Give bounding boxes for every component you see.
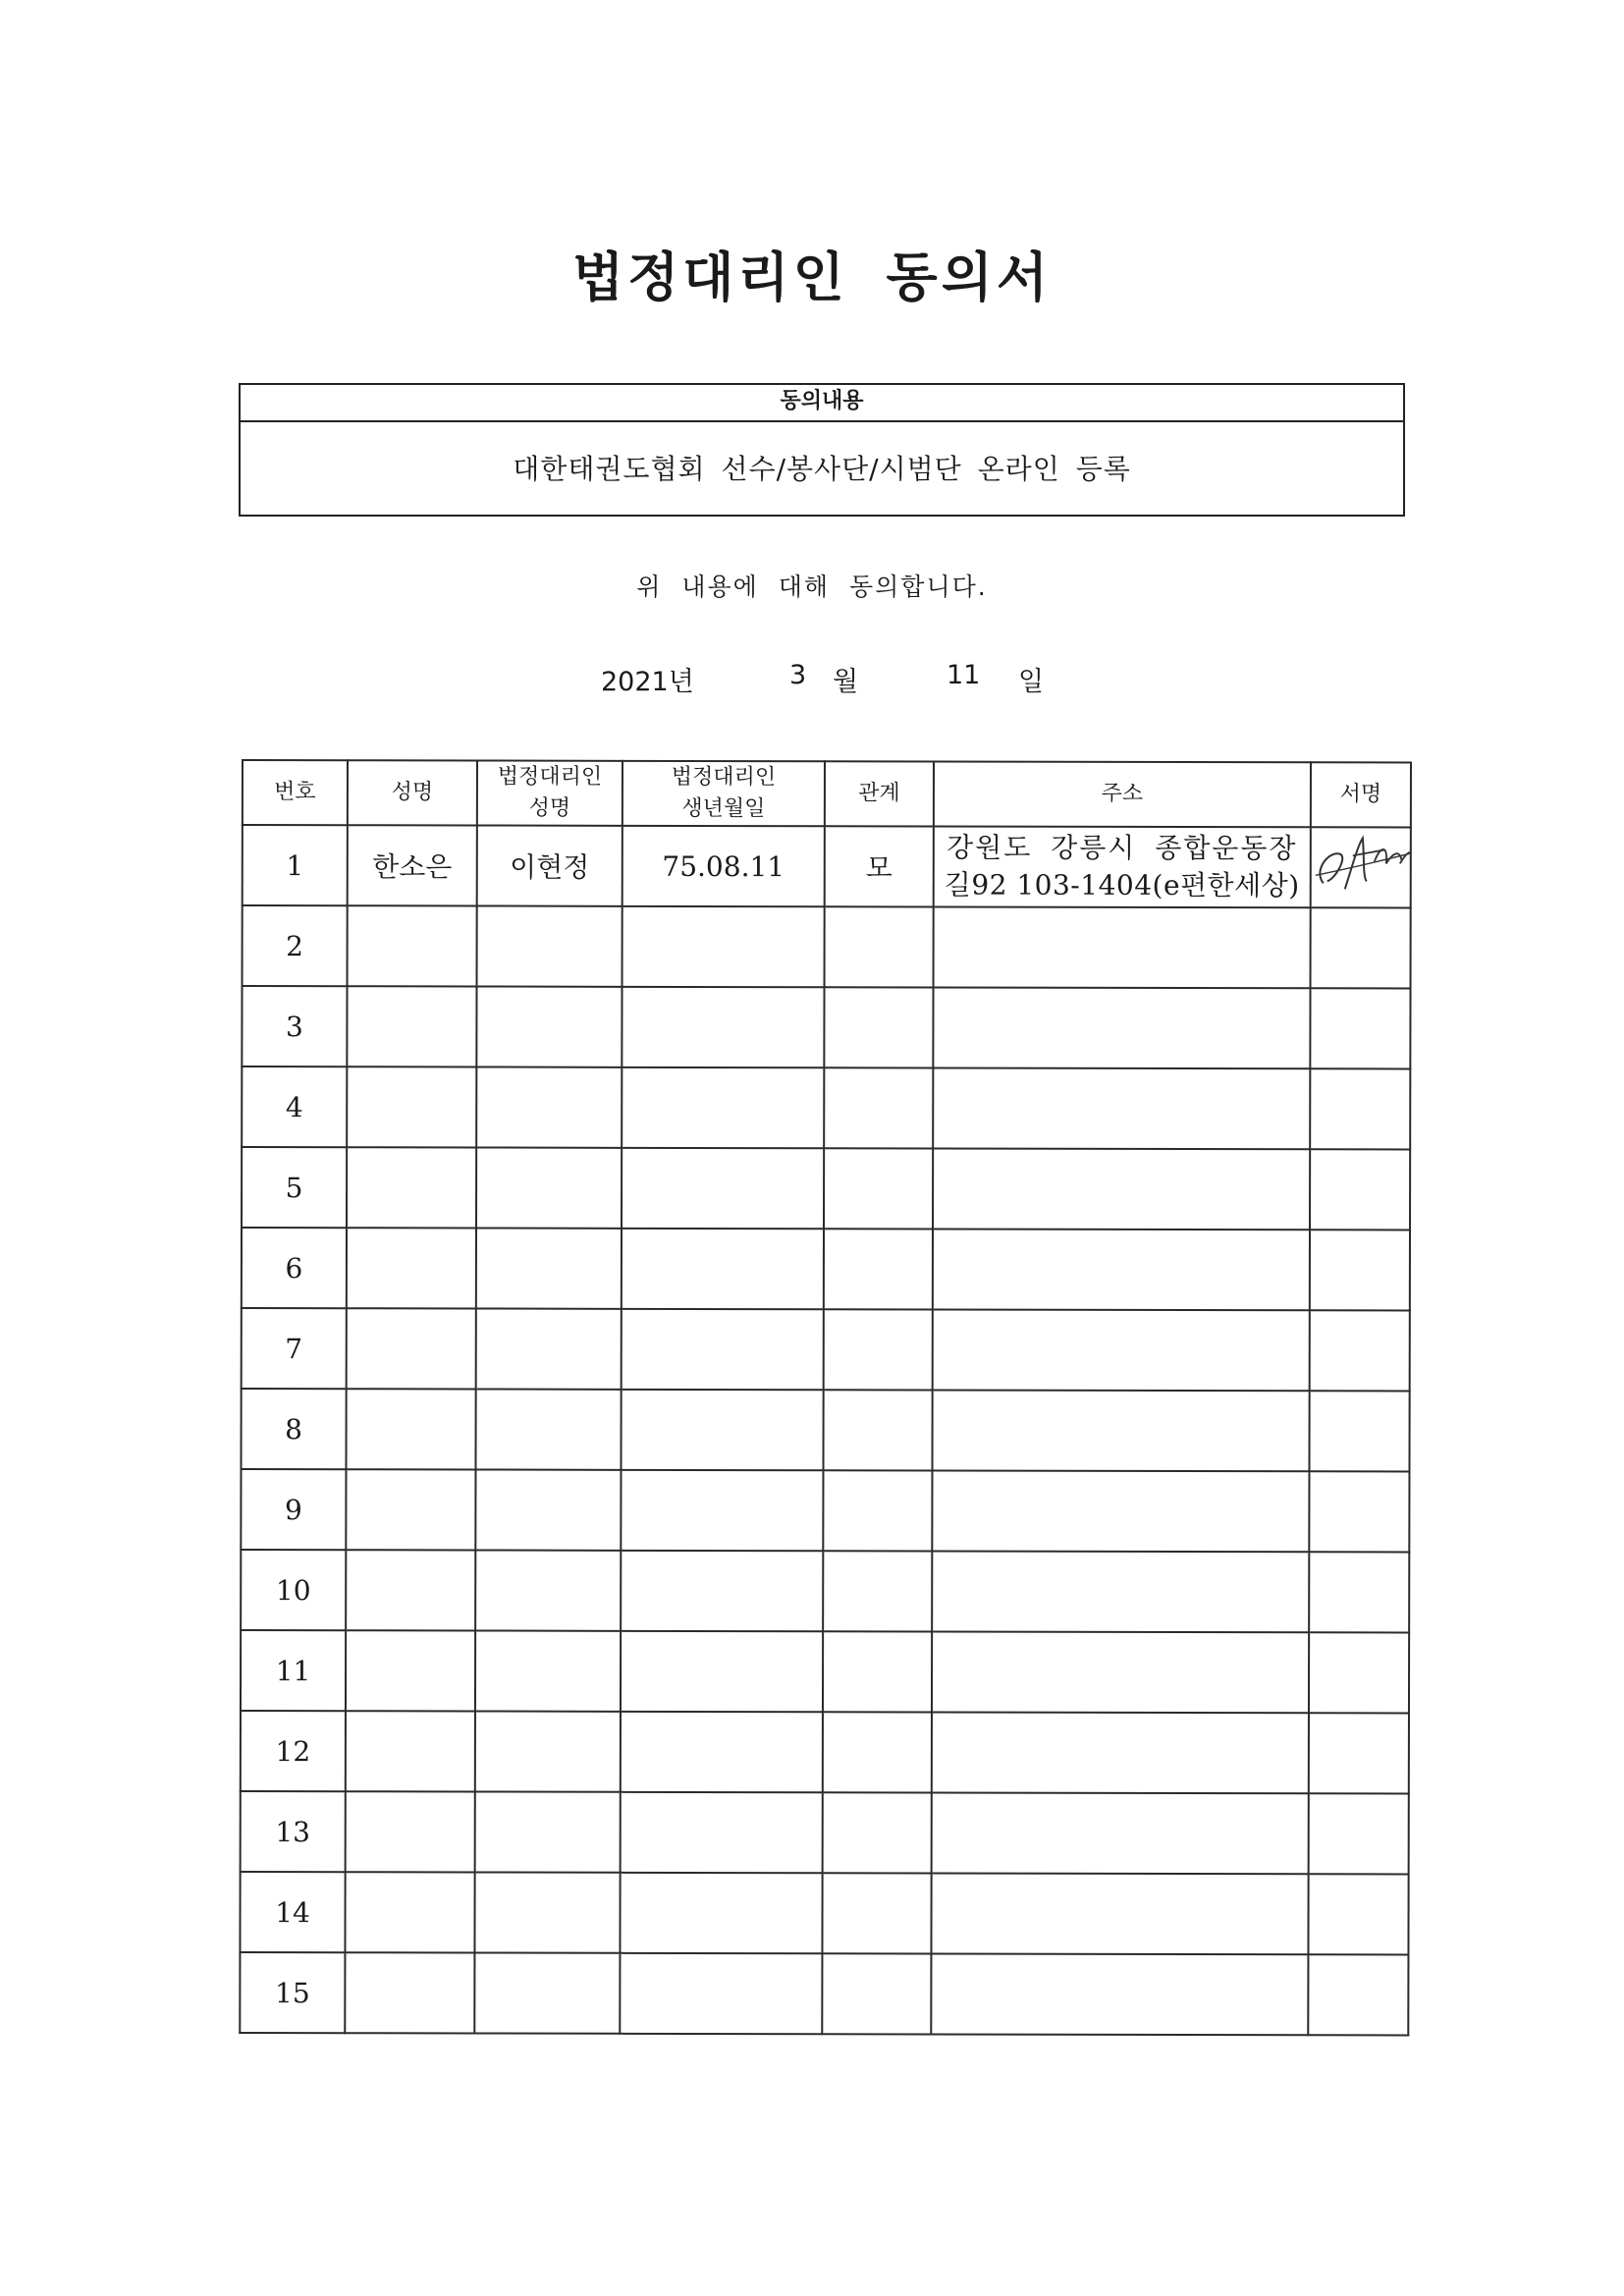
- cell-no: 7: [242, 1308, 347, 1389]
- cell-guardian-name: [475, 1470, 621, 1551]
- cell-guardian-birth: [622, 987, 824, 1067]
- consent-body: 대한태권도협회 선수/봉사단/시범단 온라인 등록: [513, 453, 1131, 485]
- cell-address: [932, 1712, 1309, 1793]
- table-row: [242, 1147, 1410, 1230]
- table-row: [241, 1469, 1409, 1552]
- cell-relation: [822, 1873, 931, 1953]
- cell-no: 6: [242, 1228, 347, 1308]
- cell-name: [346, 1389, 475, 1469]
- cell-name: [346, 1469, 475, 1550]
- table-row: [241, 1550, 1409, 1632]
- cell-signature: [1309, 1552, 1409, 1632]
- cell-guardian-birth: [621, 1551, 823, 1631]
- table-row: [240, 1872, 1408, 1954]
- date-day-unit: 일: [1018, 667, 1045, 697]
- cell-relation: [824, 1309, 933, 1390]
- cell-guardian-birth: [622, 1067, 824, 1148]
- cell-guardian-name: [476, 987, 622, 1067]
- cell-guardian-birth: [621, 1631, 823, 1712]
- cell-name: 한소은: [348, 825, 477, 905]
- cell-address: [933, 1148, 1310, 1230]
- cell-guardian-birth: [621, 1390, 823, 1470]
- cell-signature: [1311, 827, 1411, 907]
- cell-signature: [1310, 1149, 1410, 1230]
- cell-signature: [1308, 1954, 1408, 2035]
- header-guardian-birth-line1: 법정대리인: [671, 764, 777, 791]
- cell-guardian-name: [475, 1712, 621, 1792]
- cell-address: [933, 1067, 1310, 1149]
- cell-no: 5: [242, 1147, 347, 1228]
- cell-address: [933, 1229, 1310, 1310]
- cell-name: [347, 1228, 476, 1308]
- cell-guardian-name: [476, 1067, 622, 1148]
- cell-relation: [823, 1390, 932, 1470]
- cell-no: 12: [241, 1711, 346, 1791]
- table-row: [241, 1389, 1409, 1471]
- cell-guardian-birth: 75.08.11: [623, 826, 825, 906]
- cell-no: 3: [242, 986, 347, 1066]
- table-row: [242, 986, 1410, 1068]
- date-month-unit: 월: [833, 667, 859, 697]
- cell-address: [932, 1390, 1309, 1471]
- cell-name: [346, 1711, 475, 1791]
- cell-no: 2: [243, 905, 348, 986]
- cell-signature: [1309, 1471, 1409, 1552]
- cell-signature: [1309, 1391, 1409, 1471]
- table-row: [242, 1308, 1410, 1391]
- table-row: [241, 1630, 1409, 1713]
- address-line1: 강원도 강릉시 종합운동장: [947, 831, 1298, 865]
- cell-relation: [823, 1470, 932, 1551]
- cell-name: [347, 986, 476, 1066]
- cell-name: [346, 1630, 475, 1711]
- cell-address: [931, 1873, 1308, 1954]
- address-line2: 길92 103-1404(e편한세상): [944, 868, 1300, 902]
- header-relation: 관계: [825, 761, 934, 826]
- cell-guardian-birth: [621, 1712, 823, 1792]
- date-year: 2021년: [601, 667, 694, 697]
- cell-signature: [1310, 988, 1410, 1068]
- cell-name: [345, 1872, 474, 1952]
- cell-guardian-birth: [622, 1148, 824, 1229]
- cell-relation: [823, 1712, 932, 1792]
- header-guardian-birth: [623, 761, 825, 826]
- cell-relation: [822, 1953, 931, 2034]
- table-row: [241, 1791, 1409, 1874]
- cell-guardian-name: [476, 1309, 622, 1390]
- header-guardian-birth-line2: 생년월일: [681, 795, 766, 822]
- cell-relation: [823, 1551, 932, 1631]
- consent-header: 동의내용: [241, 385, 1403, 422]
- table-row: [243, 905, 1411, 988]
- cell-address: [932, 1631, 1309, 1713]
- table-row: [242, 1066, 1410, 1149]
- cell-address: [932, 1551, 1309, 1632]
- cell-guardian-name: [474, 1953, 620, 2034]
- cell-no: 1: [243, 825, 348, 905]
- cell-relation: [823, 1792, 932, 1873]
- cell-guardian-name: [475, 1551, 621, 1631]
- cell-relation: [824, 1067, 933, 1148]
- cell-guardian-name: [475, 1631, 621, 1712]
- header-guardian-name-line2: 성명: [528, 795, 571, 821]
- cell-guardian-name: [474, 1873, 620, 1953]
- cell-no: 14: [240, 1872, 345, 1952]
- header-signature: 서명: [1311, 762, 1411, 827]
- cell-guardian-birth: [621, 1792, 823, 1873]
- cell-name: [348, 905, 477, 986]
- agreement-statement: 위 내용에 대해 동의합니다.: [636, 573, 988, 601]
- table-row: [242, 1228, 1410, 1310]
- cell-signature: [1309, 1632, 1409, 1713]
- cell-name: [345, 1952, 474, 2033]
- cell-guardian-birth: [623, 906, 825, 987]
- cell-guardian-name: [476, 1148, 622, 1229]
- cell-relation: [825, 906, 934, 987]
- cell-guardian-name: [476, 1229, 622, 1309]
- cell-signature: [1308, 1874, 1408, 1954]
- handwritten-signature: [1311, 832, 1411, 901]
- cell-address: [933, 987, 1310, 1068]
- consent-table: [239, 759, 1412, 2036]
- cell-guardian-name: [477, 906, 623, 987]
- cell-guardian-birth: [622, 1309, 824, 1390]
- cell-name: [346, 1550, 475, 1630]
- cell-relation: [823, 1631, 932, 1712]
- cell-address: [931, 1953, 1308, 2035]
- date-day: 11: [947, 660, 981, 690]
- cell-signature: [1309, 1713, 1409, 1793]
- cell-signature: [1310, 1230, 1410, 1310]
- cell-address: [933, 1309, 1310, 1391]
- cell-guardian-name: 이현정: [477, 826, 623, 906]
- header-no: 번호: [243, 760, 348, 825]
- cell-name: [347, 1147, 476, 1228]
- cell-guardian-name: [475, 1390, 621, 1470]
- cell-no: 11: [241, 1630, 346, 1711]
- table-row: [243, 825, 1411, 907]
- cell-guardian-birth: [621, 1470, 823, 1551]
- header-address: 주소: [934, 761, 1311, 827]
- cell-address: [932, 1470, 1309, 1552]
- table-row: [241, 1711, 1409, 1793]
- cell-signature: [1309, 1793, 1409, 1874]
- cell-no: 13: [241, 1791, 346, 1872]
- cell-name: [346, 1791, 475, 1872]
- cell-no: 10: [241, 1550, 346, 1630]
- cell-address: [932, 1792, 1309, 1874]
- header-guardian-name: [477, 761, 623, 826]
- cell-relation: 모: [825, 826, 934, 906]
- cell-relation: [824, 1229, 933, 1309]
- cell-name: [347, 1066, 476, 1147]
- cell-signature: [1310, 1068, 1410, 1149]
- cell-signature: [1311, 907, 1411, 988]
- cell-name: [347, 1308, 476, 1389]
- date-month: 3: [789, 660, 807, 690]
- header-guardian-name-line1: 법정대리인: [497, 764, 603, 790]
- cell-no: 8: [241, 1389, 346, 1469]
- header-name: 성명: [348, 760, 477, 825]
- cell-guardian-birth: [622, 1229, 824, 1309]
- cell-signature: [1310, 1310, 1410, 1391]
- cell-guardian-birth: [620, 1953, 822, 2034]
- cell-address: [934, 826, 1311, 907]
- cell-address: [934, 906, 1311, 988]
- table-header-row: [243, 760, 1411, 827]
- cell-no: 15: [240, 1952, 345, 2033]
- cell-guardian-name: [475, 1792, 621, 1873]
- cell-relation: [824, 1148, 933, 1229]
- consent-box: [239, 383, 1405, 517]
- cell-guardian-birth: [620, 1873, 822, 1953]
- cell-no: 9: [241, 1469, 346, 1550]
- cell-no: 4: [242, 1066, 347, 1147]
- cell-relation: [824, 987, 933, 1067]
- page-title: 법정대리인 동의서: [571, 246, 1053, 308]
- table-row: [240, 1952, 1408, 2035]
